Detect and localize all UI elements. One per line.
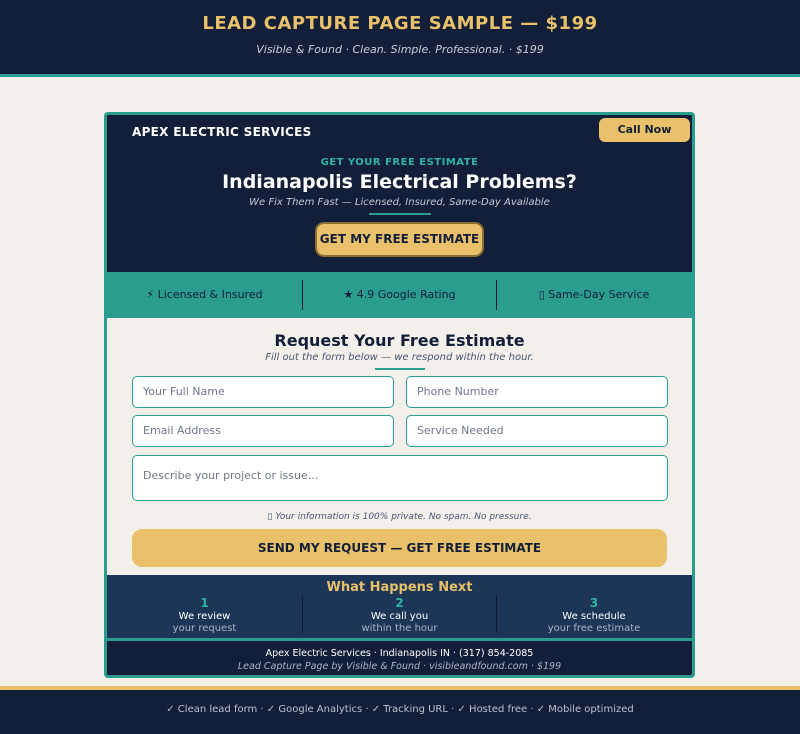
hero-title: Indianapolis Electrical Problems?	[222, 171, 577, 193]
trust-bar	[107, 272, 692, 318]
banner-divider	[0, 74, 800, 77]
trust-item-rating: ★ 4.9 Google Rating	[343, 288, 456, 301]
banner-title: LEAD CAPTURE PAGE SAMPLE — $199	[202, 13, 598, 34]
email-input[interactable]: Email Address	[132, 415, 394, 447]
brand-name: APEX ELECTRIC SERVICES	[132, 125, 312, 139]
page-footer	[107, 641, 692, 678]
hero-eyebrow: GET YOUR FREE ESTIMATE	[320, 157, 479, 168]
what-happens-next	[107, 575, 692, 638]
submit-request-button[interactable]: SEND MY REQUEST — GET FREE ESTIMATE	[132, 529, 667, 567]
banner-subtitle: Visible & Found · Clean. Simple. Professional. · $199	[256, 43, 544, 56]
form-divider	[375, 368, 425, 370]
hero-subtitle: We Fix Them Fast — Licensed, Insured, Same-Day Available	[249, 197, 550, 208]
privacy-note: ▯ Your information is 100% private. No spam. No pressure.	[267, 512, 532, 522]
form-title: Request Your Free Estimate	[274, 331, 525, 350]
free-estimate-button[interactable]: GET MY FREE ESTIMATE	[315, 222, 484, 257]
step-detail: within the hour	[361, 623, 438, 634]
call-now-button[interactable]: Call Now	[599, 118, 690, 142]
hero-section	[107, 145, 692, 272]
footer-credit: Lead Capture Page by Visible & Found · visibleandfound.com · $199	[237, 661, 562, 672]
hero-divider	[369, 213, 431, 215]
features-list: ✓ Clean lead form · ✓ Google Analytics · ✓ Tracking URL · ✓ Hosted free · ✓ Mobile optimized	[166, 704, 634, 715]
features-bar	[0, 690, 800, 734]
service-input[interactable]: Service Needed	[406, 415, 668, 447]
step-2	[302, 596, 497, 634]
step-number: 2	[395, 596, 404, 610]
step-detail: your free estimate	[547, 623, 641, 634]
navbar	[107, 115, 692, 145]
top-banner	[0, 0, 800, 74]
step-heading: We call you	[370, 611, 429, 622]
phone-input[interactable]: Phone Number	[406, 376, 668, 408]
footer-contact: Apex Electric Services · Indianapolis IN · (317) 854-2085	[265, 648, 534, 659]
trust-item-licensed: ⚡ Licensed & Insured	[146, 288, 263, 301]
landing-page-preview	[104, 112, 695, 678]
project-description-textarea[interactable]: Describe your project or issue...	[132, 455, 668, 501]
step-1	[107, 596, 302, 634]
trust-item-same-day: ▯ Same-Day Service	[538, 288, 650, 301]
step-3	[496, 596, 692, 634]
next-title: What Happens Next	[326, 580, 473, 595]
step-number: 3	[589, 596, 599, 610]
form-subtitle: Fill out the form below — we respond within the hour.	[265, 352, 534, 363]
step-detail: your request	[172, 623, 237, 634]
step-number: 1	[200, 596, 209, 610]
step-heading: We schedule	[562, 611, 626, 622]
full-name-input[interactable]: Your Full Name	[132, 376, 394, 408]
estimate-form	[107, 318, 692, 575]
step-heading: We review	[178, 611, 231, 622]
